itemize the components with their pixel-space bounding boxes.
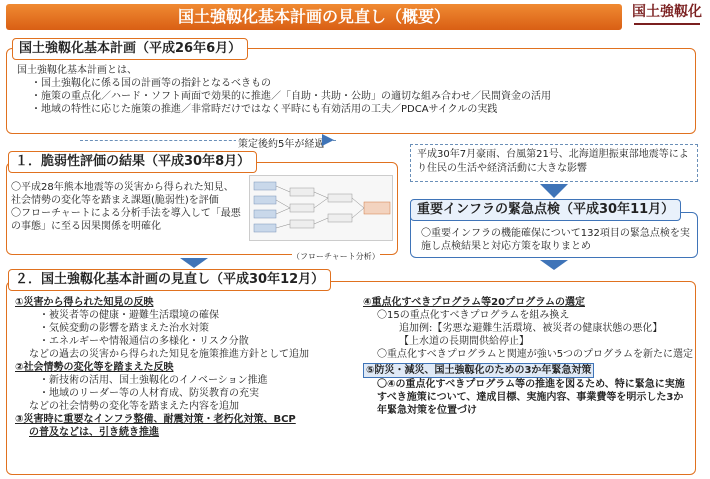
flowchart-image xyxy=(249,175,393,241)
review-item: ・新技術の活用、国土強靱化のイノベーション推進 xyxy=(39,375,268,386)
review-item: ・気候変動の影響を踏まえた治水対策 xyxy=(39,323,209,334)
plan-section xyxy=(6,48,696,134)
review-heading: ②社会情勢の変化等を踏まえた反映 xyxy=(15,362,174,373)
review-item: 【上水道の長期間供給停止】 xyxy=(399,336,529,347)
vulnerability-section xyxy=(6,162,398,255)
disaster-event-note: 平成30年7月豪雨、台風第21号、北海道胆振東部地震等により住民の生活や経済活動に大きな影響 xyxy=(410,144,698,182)
arrow-down-icon xyxy=(180,258,208,268)
logo-text: 国土強靱化 xyxy=(632,4,702,20)
review-summary: などの社会情勢の変化等を踏まえた内容を追加 xyxy=(29,401,239,412)
review-item: ・被災者等の健康・避難生活環境の確保 xyxy=(39,310,219,321)
review-heading: ①災害から得られた知見の反映 xyxy=(15,297,154,308)
review-right-column xyxy=(363,296,693,417)
arrow-down-icon xyxy=(540,184,568,198)
flowchart-diagram xyxy=(250,176,394,242)
plan-label: 国土強靱化基本計画（平成26年6月） xyxy=(12,38,248,60)
review-item: 追加例:【劣悪な避難生活環境、被災者の健康状態の悪化】 xyxy=(399,323,663,334)
plan-bullet: ・施策の重点化／ハード・ソフト両面で効果的に推進／「自助・共助・公助」の適切な組み合わせ／民間資金の活用 xyxy=(31,91,551,102)
plan-bullet: ・地域の特性に応じた施策の推進／非常時だけではなく平時にも有効活用の工夫／PDCAサイクルの実践 xyxy=(31,104,498,115)
logo xyxy=(628,3,706,33)
vulnerability-label: １．脆弱性評価の結果（平成30年8月） xyxy=(8,151,257,173)
logo-rule xyxy=(634,23,700,25)
infra-text: 〇重要インフラの機能確保について132項目の緊急点検を実施し点検結果と対応方策を取りまとめ xyxy=(421,228,690,252)
emergency-measures-heading: ⑤防災・減災、国土強靱化のための3か年緊急対策 xyxy=(363,363,594,378)
flowchart-caption: （フローチャート分析） xyxy=(292,252,380,261)
review-left-column xyxy=(15,296,355,439)
review-item: 〇15の重点化すべきプログラムを組み換え xyxy=(377,310,570,321)
review-summary: などの過去の災害から得られた知見を施策推進方針として追加 xyxy=(29,349,309,360)
infra-label: 重要インフラの緊急点検（平成30年11月） xyxy=(410,199,681,221)
arrow-down-icon xyxy=(540,260,568,270)
vulnerability-item: 〇平成28年熊本地震等の災害から得られた知見、社会情勢の変化等を踏まえ課題(脆弱性)を評価 xyxy=(11,182,234,206)
review-heading: ④重点化すべきプログラム等20プログラムの選定 xyxy=(363,297,585,308)
arrow-right-icon xyxy=(322,134,334,146)
plan-body xyxy=(17,64,551,116)
review-heading: ③災害時に重要なインフラ整備、耐震対策・老朽化対策、BCP xyxy=(15,414,296,425)
review-item: 〇④の重点化すべきプログラム等の推進を図るため、特に緊急に実施すべき施策について、達成目標、実施内容、事業費等を明示した3か年緊急対策を位置づけ xyxy=(377,379,685,416)
plan-intro: 国土強靱化基本計画とは、 xyxy=(17,65,137,76)
vulnerability-item: 〇フローチャートによる分析手法を導入して「最悪の事態」に至る因果関係を明確化 xyxy=(11,208,241,232)
plan-review-section xyxy=(6,281,696,475)
review-label: ２．国土強靱化基本計画の見直し（平成30年12月） xyxy=(8,269,331,291)
emergency-heading-row xyxy=(363,363,693,378)
transition-text: 策定後約5年が経過 xyxy=(236,135,326,150)
review-heading-cont: の普及などは、引き続き推進 xyxy=(29,427,159,438)
vulnerability-body xyxy=(11,181,243,233)
review-item: ・エネルギーや情報通信の多様化・リスク分散 xyxy=(39,336,249,347)
review-item: ・地域のリーダー等の人材育成、防災教育の充実 xyxy=(39,388,259,399)
plan-bullet: ・国土強靱化に係る国の計画等の指針となるべきもの xyxy=(31,78,271,89)
page-title: 国土強靱化基本計画の見直し（概要） xyxy=(6,4,622,30)
review-item: 〇重点化すべきプログラムと関連が強い5つのプログラムを新たに選定 xyxy=(377,349,693,360)
